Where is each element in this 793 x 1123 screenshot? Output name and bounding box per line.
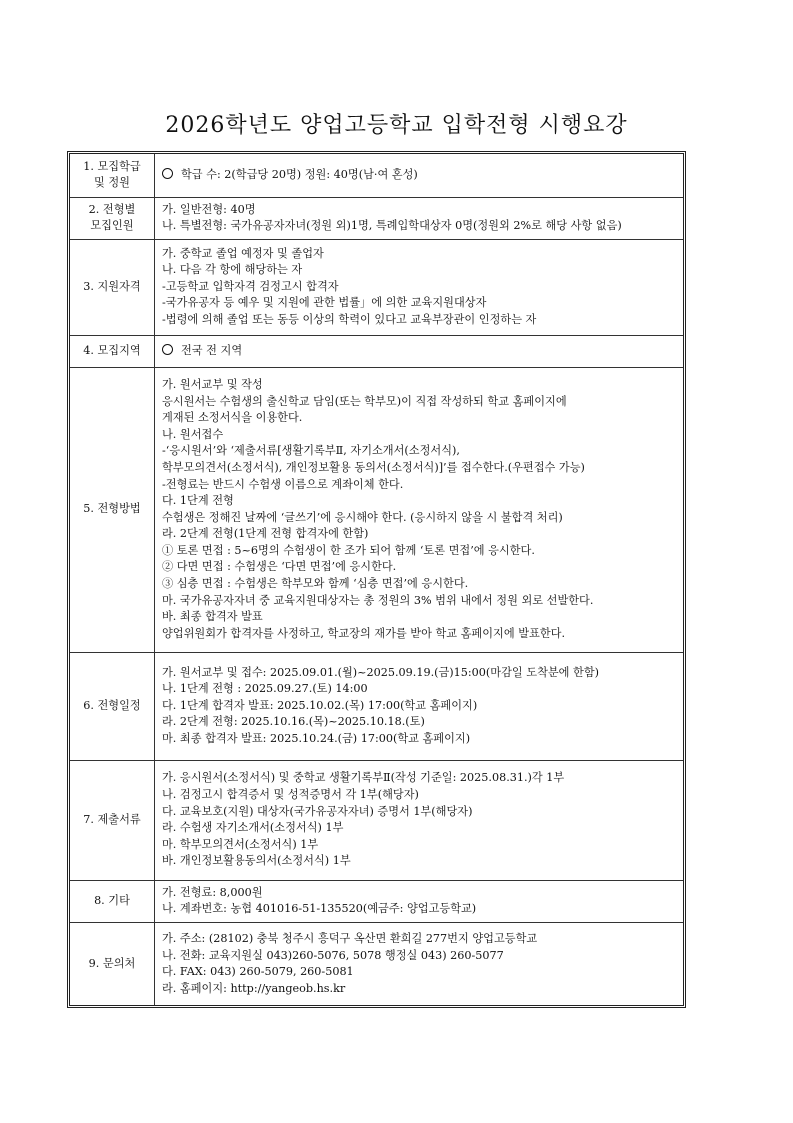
content-text: 다. 1단계 전형: [162, 494, 234, 508]
row-content: [155, 880, 684, 922]
row-content: [155, 154, 684, 197]
content-line: [162, 202, 677, 219]
content-text: 나. 1단계 전형 : 2025.09.27.(토) 14:00: [162, 682, 368, 696]
content-text: -고등학교 입학자격 검정고시 합격자: [162, 279, 339, 293]
table-row-required-documents: [70, 760, 683, 880]
row-content: [155, 239, 684, 335]
content-text: 라. 수험생 자기소개서(소정서식) 1부: [162, 821, 344, 835]
content-text: 바. 최종 합격자 발표: [162, 610, 263, 624]
content-line: [162, 460, 677, 477]
content-text: 가. 원서교부 및 작성: [162, 377, 263, 391]
content-line: [162, 167, 677, 184]
content-line: [162, 312, 677, 329]
admission-guide-table: [67, 151, 686, 1008]
row-label: [70, 880, 155, 922]
content-line: [162, 837, 677, 854]
content-text: 다. 1단계 합격자 발표: 2025.10.02.(목) 17:00(학교 홈페이지): [162, 698, 478, 712]
row-label-line: 8. 기타: [94, 893, 130, 907]
content-text: 가. 전형료: 8,000원: [162, 885, 263, 899]
content-line: [162, 493, 677, 510]
row-label: [70, 760, 155, 880]
content-line: [162, 394, 677, 411]
content-text: 가. 주소: (28102) 충북 청주시 흥덕구 옥산면 환희길 277번지 양업고등학교: [162, 931, 538, 945]
content-text: 게재된 소정서식을 이용한다.: [162, 411, 303, 425]
content-line: [162, 804, 677, 821]
content-text: ② 다면 면접 : 수험생은 ‘다면 면접’에 응시한다.: [162, 560, 397, 574]
content-line: [162, 295, 677, 312]
row-label-line: 1. 모집학급: [83, 159, 141, 173]
table-row-eligibility: [70, 239, 683, 335]
content-line: [162, 714, 677, 731]
content-line: [162, 427, 677, 444]
content-text: ③ 심층 면접 : 수험생은 학부모와 함께 ‘심층 면접’에 응시한다.: [162, 577, 469, 591]
content-text: 가. 응시원서(소정서식) 및 중학교 생활기록부Ⅱ(작성 기준일: 2025.08.31.)각 1부: [162, 771, 565, 785]
info-table: [70, 154, 683, 1005]
content-line: [162, 526, 677, 543]
row-label-line: 및 정원: [94, 176, 130, 190]
content-line: [162, 543, 677, 560]
row-label-line: 9. 문의처: [88, 956, 136, 970]
content-text: 나. 원서접수: [162, 427, 224, 441]
content-line: [162, 279, 677, 296]
row-label: [70, 367, 155, 652]
row-label: [70, 197, 155, 239]
table-row-recruitment-quota: [70, 154, 683, 197]
row-label-line: 4. 모집지역: [83, 343, 141, 357]
table-row-selection-method: [70, 367, 683, 652]
circle-bullet-icon: [162, 168, 173, 179]
content-line: [162, 262, 677, 279]
content-text: 나. 계좌번호: 농협 401016-51-135520(예금주: 양업고등학교): [162, 902, 477, 916]
table-row-selection-schedule: [70, 652, 683, 760]
content-text: 마. 최종 합격자 발표: 2025.10.24.(금) 17:00(학교 홈페이지): [162, 732, 471, 746]
row-label: [70, 154, 155, 197]
circle-bullet-icon: [162, 344, 173, 355]
table-row-recruitment-area: [70, 335, 683, 367]
row-label-line: 모집인원: [90, 219, 134, 233]
content-line: [162, 576, 677, 593]
content-line: [162, 964, 677, 981]
content-text: 라. 홈페이지: http://yangeob.hs.kr: [162, 981, 346, 995]
row-label-line: 7. 제출서류: [83, 812, 141, 826]
content-text: -법령에 의해 졸업 또는 동등 이상의 학력이 있다고 교육부장관이 인정하는 자: [162, 313, 537, 327]
content-line: [162, 443, 677, 460]
content-text: 다. FAX: 043) 260-5079, 260-5081: [162, 965, 354, 979]
content-line: [162, 770, 677, 787]
row-label: [70, 652, 155, 760]
page-title: 2026학년도 양업고등학교 입학전형 시행요강: [165, 113, 628, 138]
content-line: [162, 901, 677, 918]
content-line: [162, 853, 677, 870]
content-line: [162, 246, 677, 263]
row-label: [70, 922, 155, 1005]
content-text: 나. 다음 각 항에 해당하는 자: [162, 263, 303, 277]
row-label: [70, 335, 155, 367]
content-text: 다. 교육보호(지원) 대상자(국가유공자자녀) 증명서 1부(해당자): [162, 804, 473, 818]
content-line: [162, 559, 677, 576]
content-line: [162, 931, 677, 948]
row-label-line: 2. 전형별: [88, 202, 136, 216]
content-text: 응시원서는 수험생의 출신학교 담임(또는 학부모)이 직접 작성하되 학교 홈페이지에: [162, 394, 567, 408]
content-line: [162, 626, 677, 643]
content-line: [162, 681, 677, 698]
content-line: [162, 885, 677, 902]
content-text: 라. 2단계 전형: 2025.10.16.(목)~2025.10.18.(토): [162, 715, 425, 729]
content-text: 나. 특별전형: 국가유공자자녀(정원 외)1명, 특례입학대상자 0명(정원외 2%로 해당 사항 없음): [162, 219, 622, 233]
row-content: [155, 922, 684, 1005]
content-text: 수험생은 정해진 날짜에 ‘글쓰기’에 응시해야 한다. (응시하지 않을 시 불합격 처리): [162, 510, 563, 524]
content-line: [162, 731, 677, 748]
row-label: [70, 239, 155, 335]
row-label-line: 3. 지원자격: [83, 279, 141, 293]
row-label-line: 5. 전형방법: [83, 502, 141, 516]
content-text: 바. 개인정보활용동의서(소정서식) 1부: [162, 854, 351, 868]
content-text: 전국 전 지역: [181, 343, 243, 357]
row-content: [155, 367, 684, 652]
content-line: [162, 665, 677, 682]
row-content: [155, 652, 684, 760]
content-line: [162, 218, 677, 235]
content-text: 가. 중학교 졸업 예정자 및 졸업자: [162, 246, 324, 260]
content-line: [162, 410, 677, 427]
content-text: ① 토론 면접 : 5~6명의 수험생이 한 조가 되어 함께 ‘토론 면접’에 응시한다.: [162, 543, 535, 557]
content-line: [162, 698, 677, 715]
content-line: [162, 981, 677, 998]
content-text: -‘응시원서’와 ‘제출서류[생활기록부Ⅱ, 자기소개서(소정서식),: [162, 444, 460, 458]
content-text: 마. 학부모의견서(소정서식) 1부: [162, 837, 319, 851]
content-line: [162, 343, 677, 360]
content-text: 양업위원회가 합격자를 사정하고, 학교장의 재가를 받아 학교 홈페이지에 발표한다.: [162, 626, 566, 640]
content-line: [162, 477, 677, 494]
content-line: [162, 948, 677, 965]
content-line: [162, 609, 677, 626]
table-row-recruitment-by-type: [70, 197, 683, 239]
content-text: -전형료는 반드시 수험생 이름으로 계좌이체 한다.: [162, 477, 404, 491]
table-row-other: [70, 880, 683, 922]
content-line: [162, 510, 677, 527]
row-content: [155, 335, 684, 367]
content-text: 가. 원서교부 및 접수: 2025.09.01.(월)~2025.09.19.(금)15:00(마감일 도착분에 한함): [162, 665, 600, 679]
content-text: 나. 전화: 교육지원실 043)260-5076, 5078 행정실 043) 260-5077: [162, 948, 504, 962]
row-label-line: 6. 전형일정: [83, 698, 141, 712]
content-line: [162, 820, 677, 837]
content-text: 라. 2단계 전형(1단계 전형 합격자에 한함): [162, 527, 369, 541]
table-row-contact: [70, 922, 683, 1005]
content-line: [162, 377, 677, 394]
content-text: 가. 일반전형: 40명: [162, 202, 256, 216]
content-line: [162, 593, 677, 610]
content-text: 마. 국가유공자자녀 중 교육지원대상자는 총 정원의 3% 범위 내에서 정원 외로 선발한다.: [162, 593, 594, 607]
content-text: -국가유공자 등 예우 및 지원에 관한 법률」에 의한 교육지원대상자: [162, 296, 487, 310]
content-text: 나. 검정고시 합격증서 및 성적증명서 각 1부(해당자): [162, 788, 419, 801]
row-content: [155, 197, 684, 239]
content-text: 학부모의견서(소정서식), 개인정보활용 동의서(소정서식)]’를 접수한다.(우편접수 가능): [162, 460, 585, 474]
row-content: [155, 760, 684, 880]
content-text: 학급 수: 2(학급당 20명) 정원: 40명(남·여 혼성): [181, 167, 418, 181]
content-line: [162, 787, 677, 804]
